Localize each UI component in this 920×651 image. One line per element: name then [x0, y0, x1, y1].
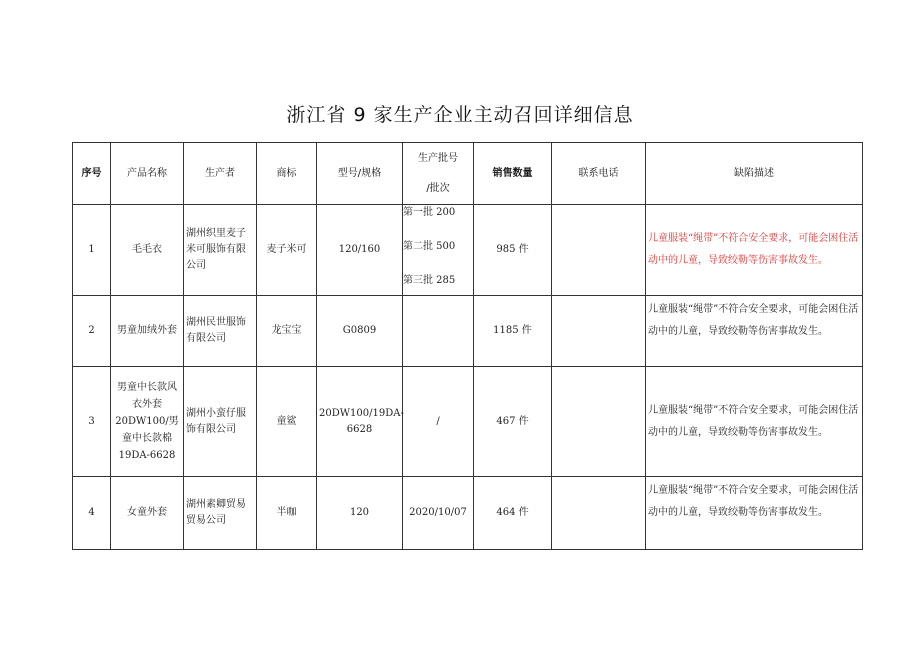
header-seq: 序号 — [73, 143, 111, 205]
header-sales: 销售数量 — [474, 143, 552, 205]
table-row — [73, 296, 863, 367]
cell-seq: 2 — [73, 296, 111, 367]
header-phone: 联系电话 — [552, 143, 646, 205]
cell-brand: 童鲨 — [257, 367, 317, 477]
cell-batch — [403, 296, 474, 367]
header-batch-top: 生产批号 — [418, 152, 458, 164]
cell-product: 男童加绒外套 — [111, 296, 184, 367]
cell-product: 女童外套 — [111, 477, 184, 550]
batch-line: 第一批 200 — [403, 207, 456, 218]
cell-seq: 3 — [73, 367, 111, 477]
cell-phone — [552, 367, 646, 477]
cell-model: 120/160 — [317, 205, 403, 296]
batch-line: 第三批 285 — [403, 275, 456, 286]
cell-brand: 龙宝宝 — [257, 296, 317, 367]
header-row — [73, 143, 863, 205]
cell-phone — [552, 205, 646, 296]
cell-product: 毛毛衣 — [111, 205, 184, 296]
header-batch — [403, 143, 474, 205]
table-row — [73, 367, 863, 477]
cell-phone — [552, 296, 646, 367]
header-producer: 生产者 — [184, 143, 257, 205]
cell-producer: 湖州素卿贸易贸易公司 — [184, 477, 257, 550]
page-title: 浙江省 9 家生产企业主动召回详细信息 — [286, 104, 634, 126]
cell-producer: 湖州小蛮仔服饰有限公司 — [184, 367, 257, 477]
cell-batch: / — [403, 367, 474, 477]
batch-line: 第二批 500 — [403, 241, 456, 252]
table-row — [73, 205, 863, 296]
cell-seq: 4 — [73, 477, 111, 550]
cell-seq: 1 — [73, 205, 111, 296]
cell-model: 120 — [317, 477, 403, 550]
cell-sales: 985 件 — [474, 205, 552, 296]
cell-defect: 儿童服装“绳带”不符合安全要求，可能会困住活动中的儿童，导致绞勒等伤害事故发生。 — [646, 296, 863, 367]
header-product: 产品名称 — [111, 143, 184, 205]
cell-sales: 1185 件 — [474, 296, 552, 367]
cell-model: 20DW100/19DA-6628 — [317, 367, 403, 477]
cell-batch — [403, 205, 474, 296]
cell-brand: 麦子米可 — [257, 205, 317, 296]
header-batch-bottom: /批次 — [426, 182, 450, 194]
recall-table — [72, 142, 863, 550]
cell-defect: 儿童服装“绳带”不符合安全要求，可能会困住活动中的儿童，导致绞勒等伤害事故发生。 — [646, 205, 863, 296]
header-model: 型号/规格 — [317, 143, 403, 205]
cell-brand: 半咖 — [257, 477, 317, 550]
cell-producer: 湖州民世服饰有限公司 — [184, 296, 257, 367]
cell-phone — [552, 477, 646, 550]
cell-sales: 464 件 — [474, 477, 552, 550]
cell-batch: 2020/10/07 — [403, 477, 474, 550]
header-brand: 商标 — [257, 143, 317, 205]
cell-product: 男童中长款风衣外套 20DW100/男童中长款棉 19DA-6628 — [111, 367, 184, 477]
cell-model: G0809 — [317, 296, 403, 367]
cell-sales: 467 件 — [474, 367, 552, 477]
header-defect: 缺陷描述 — [646, 143, 863, 205]
cell-producer: 湖州织里麦子米可服饰有限公司 — [184, 205, 257, 296]
cell-defect: 儿童服装“绳带”不符合安全要求，可能会困住活动中的儿童，导致绞勒等伤害事故发生。 — [646, 477, 863, 550]
cell-defect: 儿童服装“绳带”不符合安全要求，可能会困住活动中的儿童，导致绞勒等伤害事故发生。 — [646, 367, 863, 477]
table-row — [73, 477, 863, 550]
